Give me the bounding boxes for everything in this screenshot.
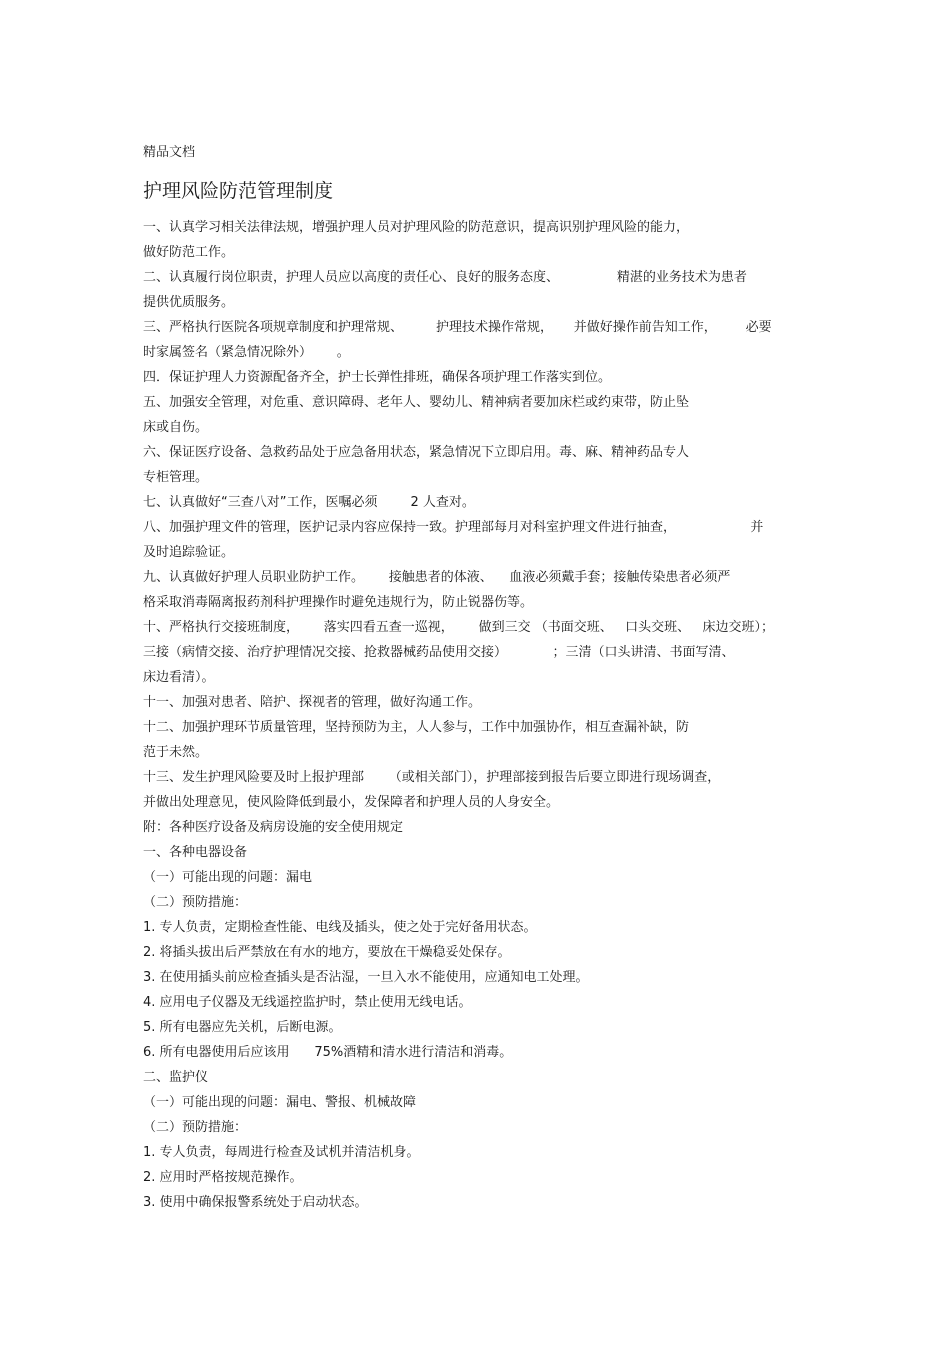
text-line: 并做出处理意见，使风险降低到最小，发保障者和护理人员的人身安全。 [143, 795, 560, 810]
text-line: 十三、发生护理风险要及时上报护理部 （或相关部门），护理部接到报告后要立即进行现场调查， [143, 770, 721, 785]
document-body [143, 215, 813, 1215]
text-line: 附：各种医疗设备及病房设施的安全使用规定 [143, 820, 404, 835]
text-line: 范于未然。 [143, 745, 209, 760]
text-line: 3. 在使用插头前应检查插头是否沾湿，一旦入水不能使用，应通知电工处理。 [143, 970, 589, 985]
text-line: 做好防范工作。 [143, 245, 235, 260]
text-line: 床或自伤。 [143, 420, 209, 435]
text-line: 二、监护仪 [143, 1070, 209, 1085]
text-line: 2. 应用时严格按规范操作。 [143, 1170, 303, 1185]
text-line: 十二、加强护理环节质量管理，坚持预防为主，人人参与，工作中加强协作，相互查漏补缺，防 [143, 720, 690, 735]
text-line: 5. 所有电器应先关机，后断电源。 [143, 1020, 342, 1035]
text-line: 五、加强安全管理，对危重、意识障碍、老年人、婴幼儿、精神病者要加床栏或约束带，防止坠 [143, 395, 690, 410]
text-line: 一、认真学习相关法律法规，增强护理人员对护理风险的防范意识，提高识别护理风险的能力， [143, 220, 690, 235]
text-line: （一）可能出现的问题：漏电、警报、机械故障 [143, 1095, 417, 1110]
document-title: 护理风险防范管理制度 [143, 180, 334, 202]
text-line: 十一、加强对患者、陪护、探视者的管理，做好沟通工作。 [143, 695, 482, 710]
text-line: 3. 使用中确保报警系统处于启动状态。 [143, 1195, 368, 1210]
text-line: 七、认真做好“三查八对”工作，医嘱必须 2 人查对。 [143, 495, 475, 510]
text-line: 八、加强护理文件的管理，医护记录内容应保持一致。护理部每月对科室护理文件进行抽查， 并 [143, 520, 764, 535]
text-line: 一、各种电器设备 [143, 845, 248, 860]
text-line: 二、认真履行岗位职责，护理人员应以高度的责任心、良好的服务态度、 精湛的业务技术为患者 [143, 270, 747, 285]
text-line: 格采取消毒隔离报药剂科护理操作时避免违规行为，防止锐器伤等。 [143, 595, 534, 610]
page-header: 精品文档 [143, 145, 196, 160]
text-line: 1. 专人负责，每周进行检查及试机并清洁机身。 [143, 1145, 420, 1160]
text-line: 专柜管理。 [143, 470, 209, 485]
text-line: 十、严格执行交接班制度， 落实四看五查一巡视， 做到三交 （书面交班、 口头交班、 床边交班）； [143, 620, 775, 635]
text-line: 1. 专人负责，定期检查性能、电线及插头，使之处于完好备用状态。 [143, 920, 537, 935]
text-line: 三、严格执行医院各项规章制度和护理常规、 护理技术操作常规， 并做好操作前告知工作， 必要 [143, 320, 772, 335]
text-line: 九、认真做好护理人员职业防护工作。 接触患者的体液、 血液必须戴手套；接触传染患者必须严 [143, 570, 731, 585]
text-line: 三接（病情交接、治疗护理情况交接、抢救器械药品使用交接） ；三清（口头讲清、书面写清、 [143, 645, 735, 660]
text-line: 4. 应用电子仪器及无线遥控监护时，禁止使用无线电话。 [143, 995, 472, 1010]
text-line: 提供优质服务。 [143, 295, 235, 310]
text-line: 六、保证医疗设备、急救药品处于应急备用状态，紧急情况下立即启用。毒、麻、精神药品专人 [143, 445, 690, 460]
text-line: 及时追踪验证。 [143, 545, 235, 560]
text-line: 四．保证护理人力资源配备齐全，护士长弹性排班，确保各项护理工作落实到位。 [143, 370, 612, 385]
text-line: 时家属签名（紧急情况除外） 。 [143, 345, 350, 360]
text-line: 6. 所有电器使用后应该用 75%酒精和清水进行清洁和消毒。 [143, 1045, 513, 1060]
text-line: 床边看清）。 [143, 670, 215, 685]
text-line: （二）预防措施： [143, 895, 248, 910]
text-line: 2. 将插头拔出后严禁放在有水的地方，要放在干燥稳妥处保存。 [143, 945, 511, 960]
text-line: （一）可能出现的问题：漏电 [143, 870, 313, 885]
text-line: （二）预防措施： [143, 1120, 248, 1135]
